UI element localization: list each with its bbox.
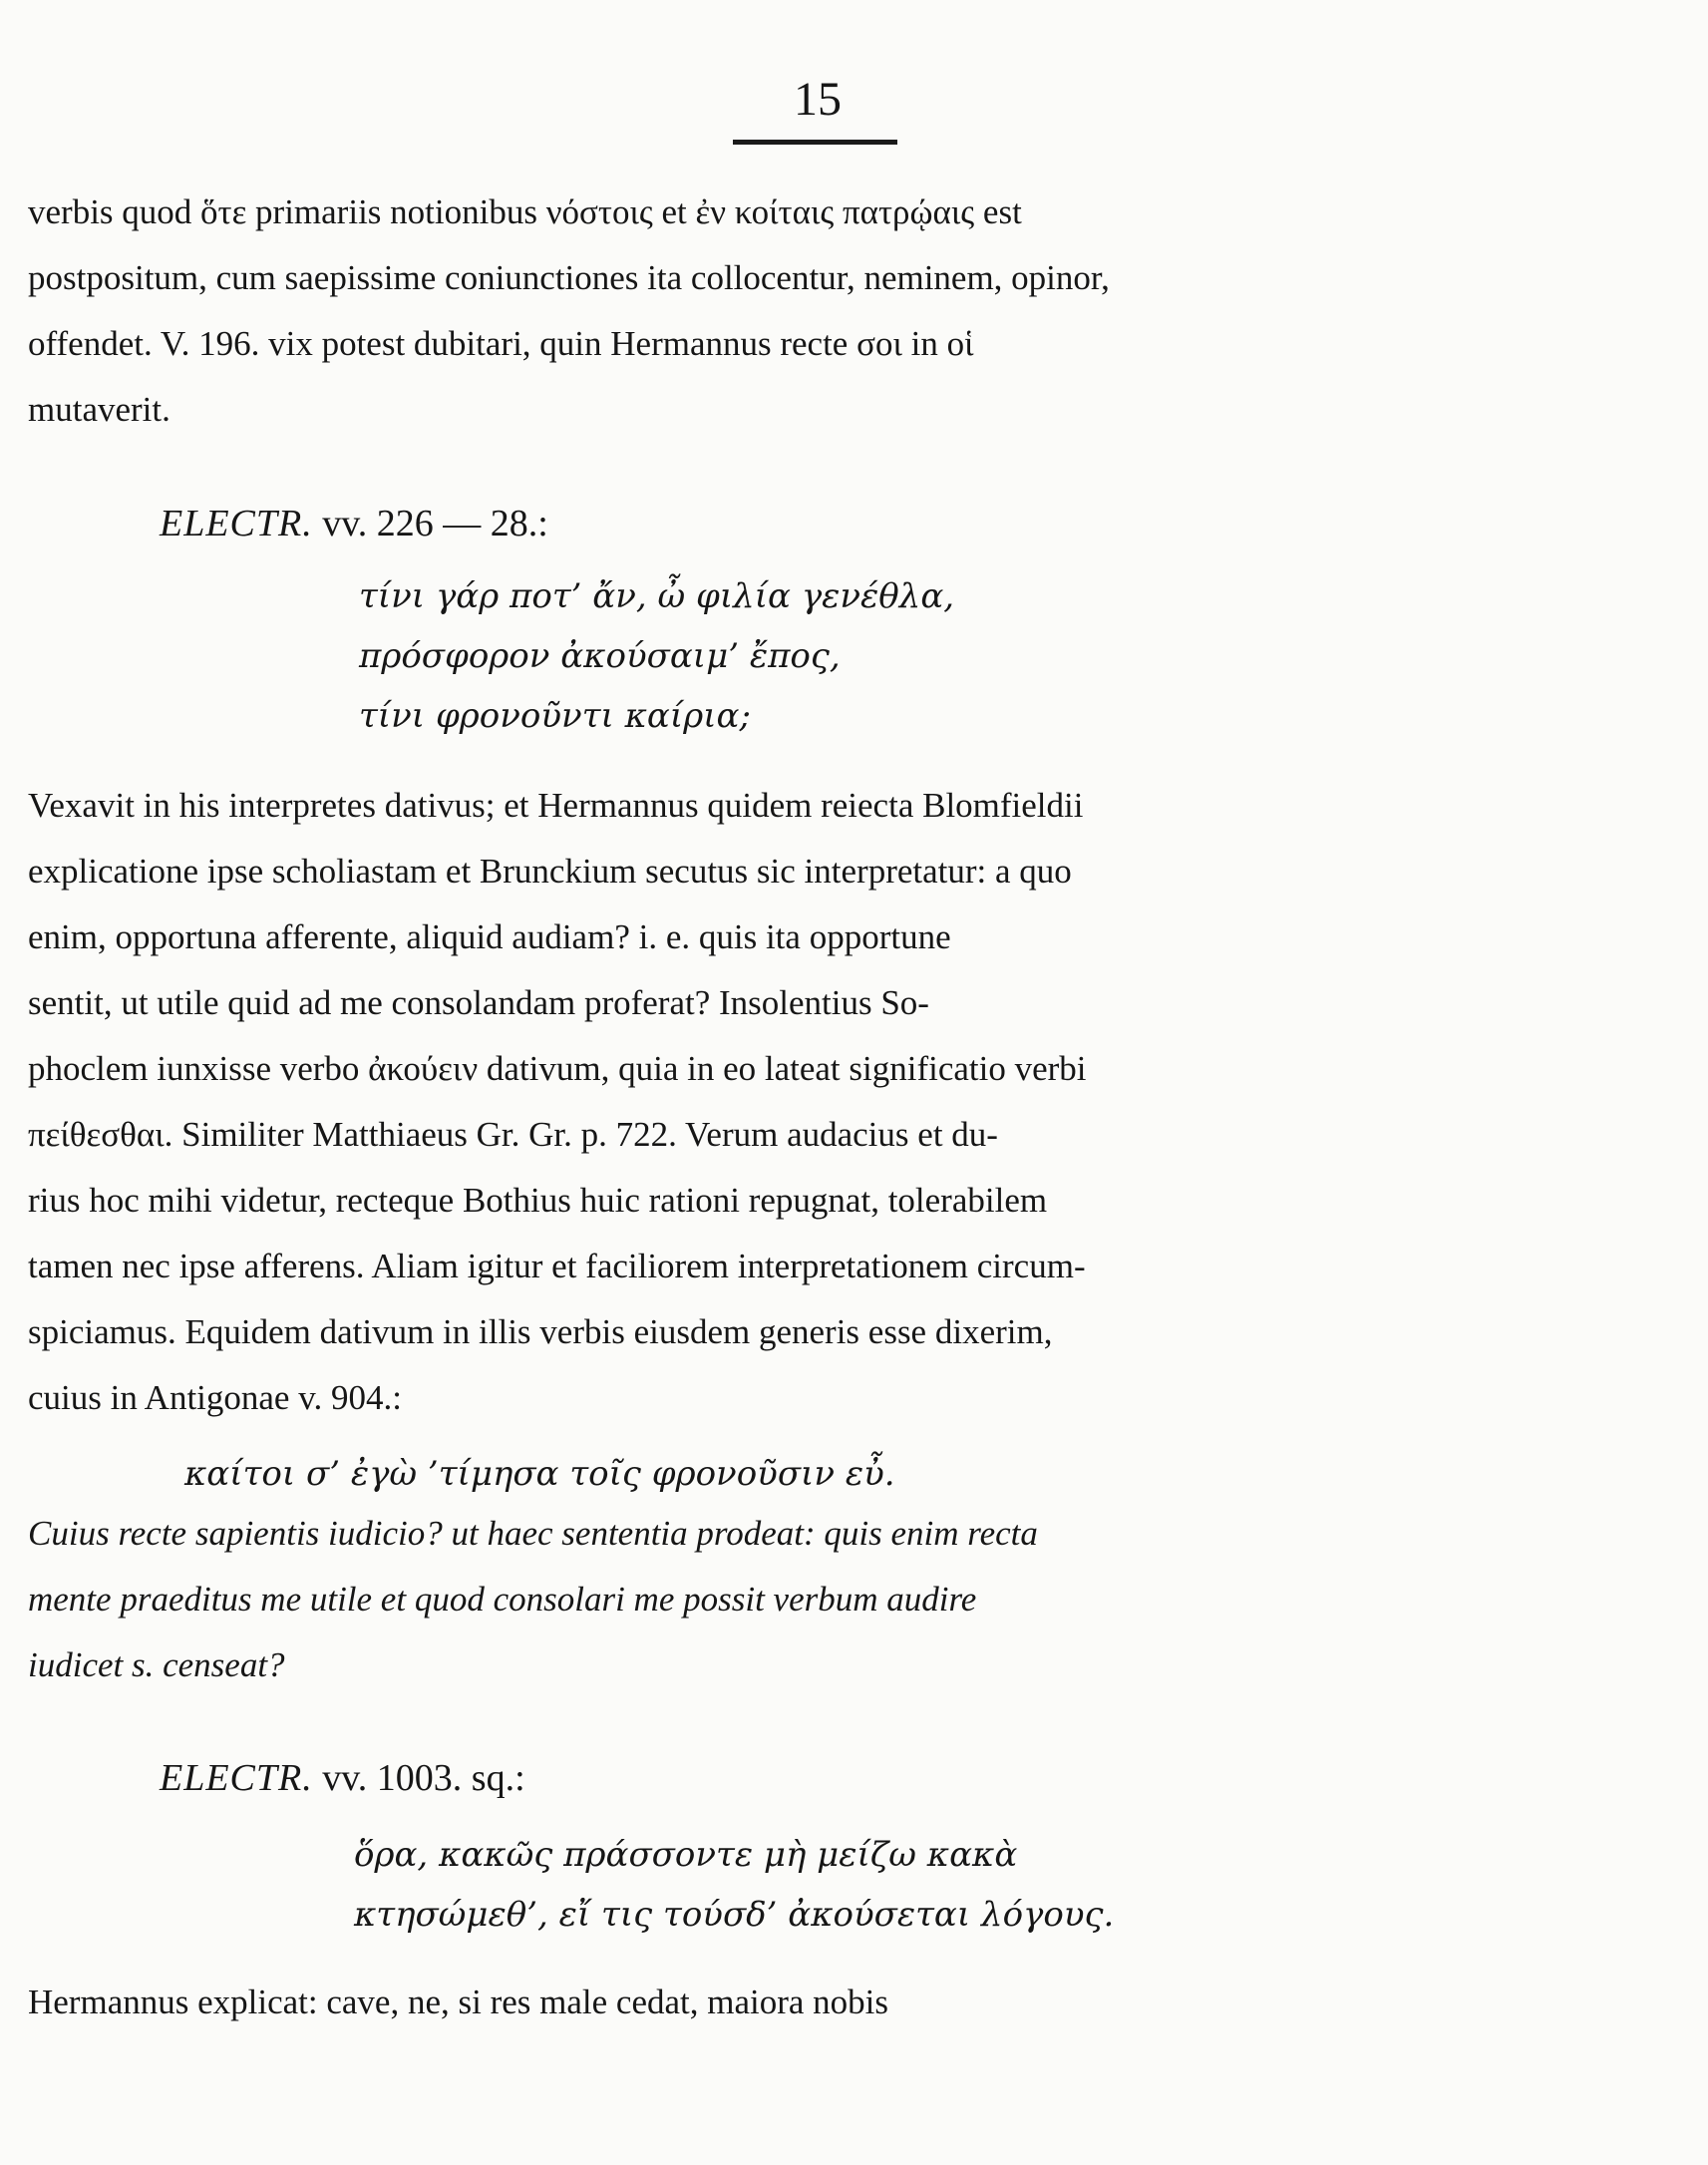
heading-reference: vv. 1003. sq.:	[322, 1757, 525, 1799]
text-line: rius hoc mihi videtur, recteque Bothius huic rationi repugnat, tolerabilem	[28, 1181, 1048, 1220]
text-line: Vexavit in his interpretes dativus; et Hermannus quidem reiecta Blomfieldii	[28, 786, 1084, 825]
text-line: Cuius recte sapientis iudicio? ut haec sententia prodeat: quis enim recta	[28, 1514, 1038, 1553]
heading-title: ELECTR.	[160, 503, 313, 544]
text-line: mente praeditus me utile et quod consolari me possit verbum audire	[28, 1580, 977, 1619]
verse-line: πρόσφορον ἀκούσαιμ’ ἔπος,	[359, 636, 841, 676]
text-line: tamen nec ipse afferens. Aliam igitur et faciliorem interpretationem circum-	[28, 1247, 1086, 1285]
paragraph-2	[28, 773, 1593, 1431]
section-heading-electra-1003	[160, 1753, 525, 1803]
verse-block-antigone	[184, 1444, 895, 1504]
text-line: explicatione ipse scholiastam et Brunckium secutus sic interpretatur: a quo	[28, 852, 1072, 891]
verse-line: κτησώμεθ’, εἴ τις τούσδ’ ἀκούσεται λόγους.	[354, 1895, 1115, 1935]
heading-reference: vv. 226 — 28.:	[322, 503, 548, 544]
text-line: sentit, ut utile quid ad me consolandam proferat? Insolentius So-	[28, 983, 929, 1022]
text-line: Hermannus explicat: cave, ne, si res male cedat, maiora nobis	[28, 1983, 889, 2021]
verse-line: τίνι φρονοῦντι καίρια;	[359, 696, 751, 736]
text-line: verbis quod ὅτε primariis notionibus νόστοις et ἐν κοίταις πατρῴαις est	[28, 192, 1022, 231]
verse-line: τίνι γάρ ποτ’ ἄν, ὦ φιλία γενέθλα,	[359, 576, 955, 616]
page-number-rule	[733, 140, 897, 145]
text-line: offendet. V. 196. vix potest dubitari, quin Hermannus recte σοι in οἱ	[28, 324, 974, 363]
verse-line: καίτοι σ’ ἐγὼ ’τίμησα τοῖς φρονοῦσιν εὖ.	[184, 1454, 895, 1494]
heading-title: ELECTR.	[160, 1757, 313, 1799]
text-line: πείθεσθαι. Similiter Matthiaeus Gr. Gr. p. 722. Verum audacius et du-	[28, 1115, 998, 1154]
verse-line: ὅρα, κακῶς πράσσοντε μὴ μείζω κακὰ	[354, 1835, 1018, 1875]
text-line: spiciamus. Equidem dativum in illis verbis eiusdem generis esse dixerim,	[28, 1312, 1053, 1351]
section-heading-electra-226	[160, 499, 548, 548]
text-line: postpositum, cum saepissime coniunctiones ita collocentur, neminem, opinor,	[28, 258, 1110, 297]
paragraph-4	[28, 1970, 1593, 2035]
text-line: cuius in Antigonae v. 904.:	[28, 1378, 402, 1417]
paragraph-1	[28, 180, 1593, 443]
page-number: 15	[794, 73, 842, 126]
verse-block-1	[359, 566, 954, 746]
verse-block-2	[354, 1825, 1114, 1945]
text-line: enim, opportuna afferente, aliquid audiam? i. e. quis ita opportune	[28, 917, 951, 956]
paragraph-3	[28, 1501, 1593, 1698]
text-line: iudicet s. censeat?	[28, 1645, 285, 1684]
text-line: mutaverit.	[28, 390, 171, 429]
text-line: phoclem iunxisse verbo ἀκούειν dativum, quia in eo lateat significatio verbi	[28, 1049, 1087, 1088]
